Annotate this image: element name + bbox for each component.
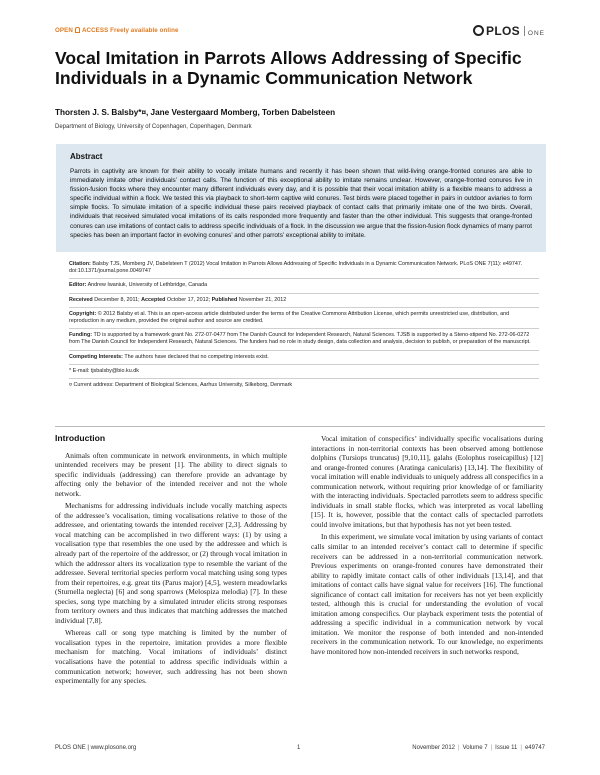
abstract-heading: Abstract	[70, 152, 103, 161]
accepted-date: October 17, 2012;	[166, 296, 211, 303]
journal-header-bar	[55, 24, 545, 40]
editor-label: Editor:	[69, 282, 87, 289]
current-address-text: ¤ Current address: Department of Biological Sciences, Aarhus University, Silkeborg, Denmark	[69, 382, 293, 389]
competing-interests-block	[69, 354, 539, 365]
freely-available-label: Freely available online	[110, 27, 179, 34]
copyright-label: Copyright:	[69, 310, 97, 317]
published-label: Published	[211, 296, 238, 303]
footer-issue-info: November 2012 | Volume 7 | Issue 11 | e49747	[412, 745, 545, 751]
editor-block	[69, 282, 539, 293]
introduction-heading: Introduction	[55, 433, 106, 443]
open-access-banner	[55, 27, 179, 34]
plos-one-logo	[473, 24, 545, 38]
published-date: November 21, 2012	[238, 296, 287, 303]
access-label: ACCESS	[81, 27, 109, 34]
citation-label: Citation:	[69, 261, 91, 267]
body-paragraph: Vocal imitation of conspecifics’ individually specific vocalisations during interactions in non-territorial contexts has been observed among bottlenose dolphins (Tursiops truncatus) [9,10,11], galahs (Eolophus roseicapillus) [12] and orange-fronted conures (Aratinga canicularis) [13,14]. The flexibility of vocal imitation will enable individuals to uniquely address all conspecifics in a communication network, without requiring prior knowledge of or familiarity with the interacting individuals. Spectacled parrotlets seem to address specific individuals in small stable flocks, which was interpreted as vocal labelling [15]. It is, however, possible that the contact calls of spectacled parrotlets could involve imitations, but that hypothesis has not yet been tested.	[311, 434, 543, 529]
affiliation: Department of Biology, University of Copenhagen, Copenhagen, Denmark	[55, 124, 252, 130]
paper-title: Vocal Imitation in Parrots Allows Addressing of Specific Individuals in a Dynamic Communication Network	[55, 48, 522, 88]
abstract-text: Parrots in captivity are known for their ability to vocally imitate humans and recently it has been shown that wild-living orange-fronted conures are able to immediately imitate other individuals’ contact calls. The function of this exceptional ability to imitate remains unclear. However, orange-fronted conures live in fission-fusion flocks where they encounter many different individuals every day, and it is possible that their vocal imitation ability is a flexible means to address a specific individual within a flock. We tested this via playback to short-term captive wild conures. Test birds were placed together in pairs in outdoor aviaries to form simple flocks. To simulate imitation of a specific individual these pairs received playback of contact calls that primarily imitate one of the two birds. Overall, individuals that received simulated vocal imitations of its calls responded more frequently and faster than the other individual. This suggests that orange-fronted conures can use imitations of contact calls to address specific individuals of a flock. In the discussion we argue that the fission-fusion flock dynamics of many parrot species has been an important factor in evolving conures’ and other parrots’ exceptional ability to imitate.	[70, 168, 532, 239]
funding-label: Funding:	[69, 332, 93, 339]
editor-text: Andrew Iwaniuk, University of Lethbridge, Canada	[87, 282, 208, 289]
dates-block	[69, 297, 539, 308]
journal-sub: ONE	[527, 30, 545, 37]
email-text[interactable]: * E-mail: tjsbalsby@bio.ku.dk	[69, 367, 139, 374]
open-label: OPEN	[55, 27, 73, 34]
footer-volume: Volume 7	[462, 745, 488, 751]
current-address-block	[69, 382, 539, 392]
competing-label: Competing Interests:	[69, 353, 123, 360]
body-paragraph: Whereas call or song type matching is limited by the number of vocalisation types in the repertoire, imitation provides a more flexible mechanism for matching. Vocal imitations of individuals’ distinct vocalisations have the potential to address specific individuals within a communication network; however, such addressing has not been shown experimentally for any species.	[55, 628, 287, 686]
article-metadata	[69, 261, 539, 393]
footer-date: November 2012	[412, 745, 455, 751]
citation-text: Balsby TJS, Momberg JV, Dabelsteen T (2012) Vocal Imitation in Parrots Allows Addressing of Specific Individuals in a Dynamic Communication Network. PLoS ONE 7(11): e49747. doi:10.1371/journal.pone.0049747	[69, 261, 523, 275]
body-paragraph: Animals often communicate in network environments, in which multiple unintended receivers may be present [1]. The ability to direct signals to specific individuals (addressing) can therefore provide an advantage by affecting only the behavior of the intended receiver and not the whole network.	[55, 450, 287, 498]
body-paragraph: Mechanisms for addressing individuals include vocally matching aspects of the addressee’s vocalisation, timing vocalisations relative to those of the addressee, and orientating towards the intended receiver [2,3]. Addressing by vocal matching can be accomplished in two different ways: (1) by using a vocalisation type that resembles the one used by the addressee and which is already part of the repertoire of the addressor, or (2) through vocal imitation in which the addressor alters its vocalization type to resemble the variant of the addressee. Several territorial species perform vocal matching using song types from their repertoires, e.g. great tits (Parus major) [4,5], western meadowlarks (Sturnella neglecta) [6] and song sparrows (Melospiza melodia) [7]. In these species, song type matching by a simulated intruder elicits strong responses from territory owners and thus indicates that matching addresses the matched individual [7,8].	[55, 501, 287, 625]
left-column	[55, 434, 287, 689]
received-label: Received	[69, 296, 93, 303]
footer-journal[interactable]: PLOS ONE | www.plosone.org	[55, 745, 137, 751]
footer-article-id: e49747	[524, 745, 545, 751]
copyright-text: © 2012 Balsby et al. This is an open-access article distributed under the terms of the Creative Commons Attribution License, which permits unrestricted use, distribution, and reproduction in any medium, provided the original author and source are credited.	[69, 310, 510, 325]
author-list: Thorsten J. S. Balsby*¤, Jane Vestergaard Momberg, Torben Dabelsteen	[55, 108, 336, 117]
funding-block	[69, 332, 539, 350]
body-paragraph: In this experiment, we simulate vocal imitation by using variants of contact calls similar to an intended receiver’s contact call to determine if specific receivers can be addressed in a non-territorial communication network. Previous experiments on orange-fronted conures have demonstrated their ability to rapidly imitate contact calls of other individuals [13,14], and that imitations of contact calls have signal value for receivers [16]. The functional significance of contact call imitation for receivers has not yet been explicitly tested, although this is crucial for understanding the evolution of vocal imitation among conspecifics. Our playback experiment tests the potential of addressing a specific individual in a communication network by vocal imitation. We monitor the response of both intended and non-intended receivers in the communication network. To our knowledge, no experiments have monitored how non-intended receivers in such networks respond,	[311, 532, 543, 657]
abstract-box	[56, 144, 546, 252]
accepted-label: Accepted	[141, 296, 166, 303]
received-date: December 8, 2011;	[94, 296, 140, 303]
footer-issue: Issue 11	[495, 745, 518, 751]
citation-block	[69, 261, 539, 279]
right-column	[311, 434, 543, 660]
section-divider	[55, 426, 545, 427]
competing-text: The authors have declared that no competing interests exist.	[124, 353, 269, 360]
copyright-block	[69, 311, 539, 329]
plos-circle-icon	[473, 25, 484, 36]
journal-brand: PLOS	[486, 24, 520, 38]
email-block[interactable]	[69, 368, 539, 379]
page-number: 1	[297, 745, 301, 751]
open-access-lock-icon	[75, 27, 80, 33]
funding-text: TD is supported by a framework grant No. 272-07-0477 from The Danish Council for Independent Research, Natural Sciences. TJSB is supported by a Steno-stipend No. 272-06-0272 from The Danish Council for Independent Research, Natural Sciences. The funders had no role in study design, data collection and analysis, decision to publish, or preparation of the manuscript.	[69, 332, 531, 346]
